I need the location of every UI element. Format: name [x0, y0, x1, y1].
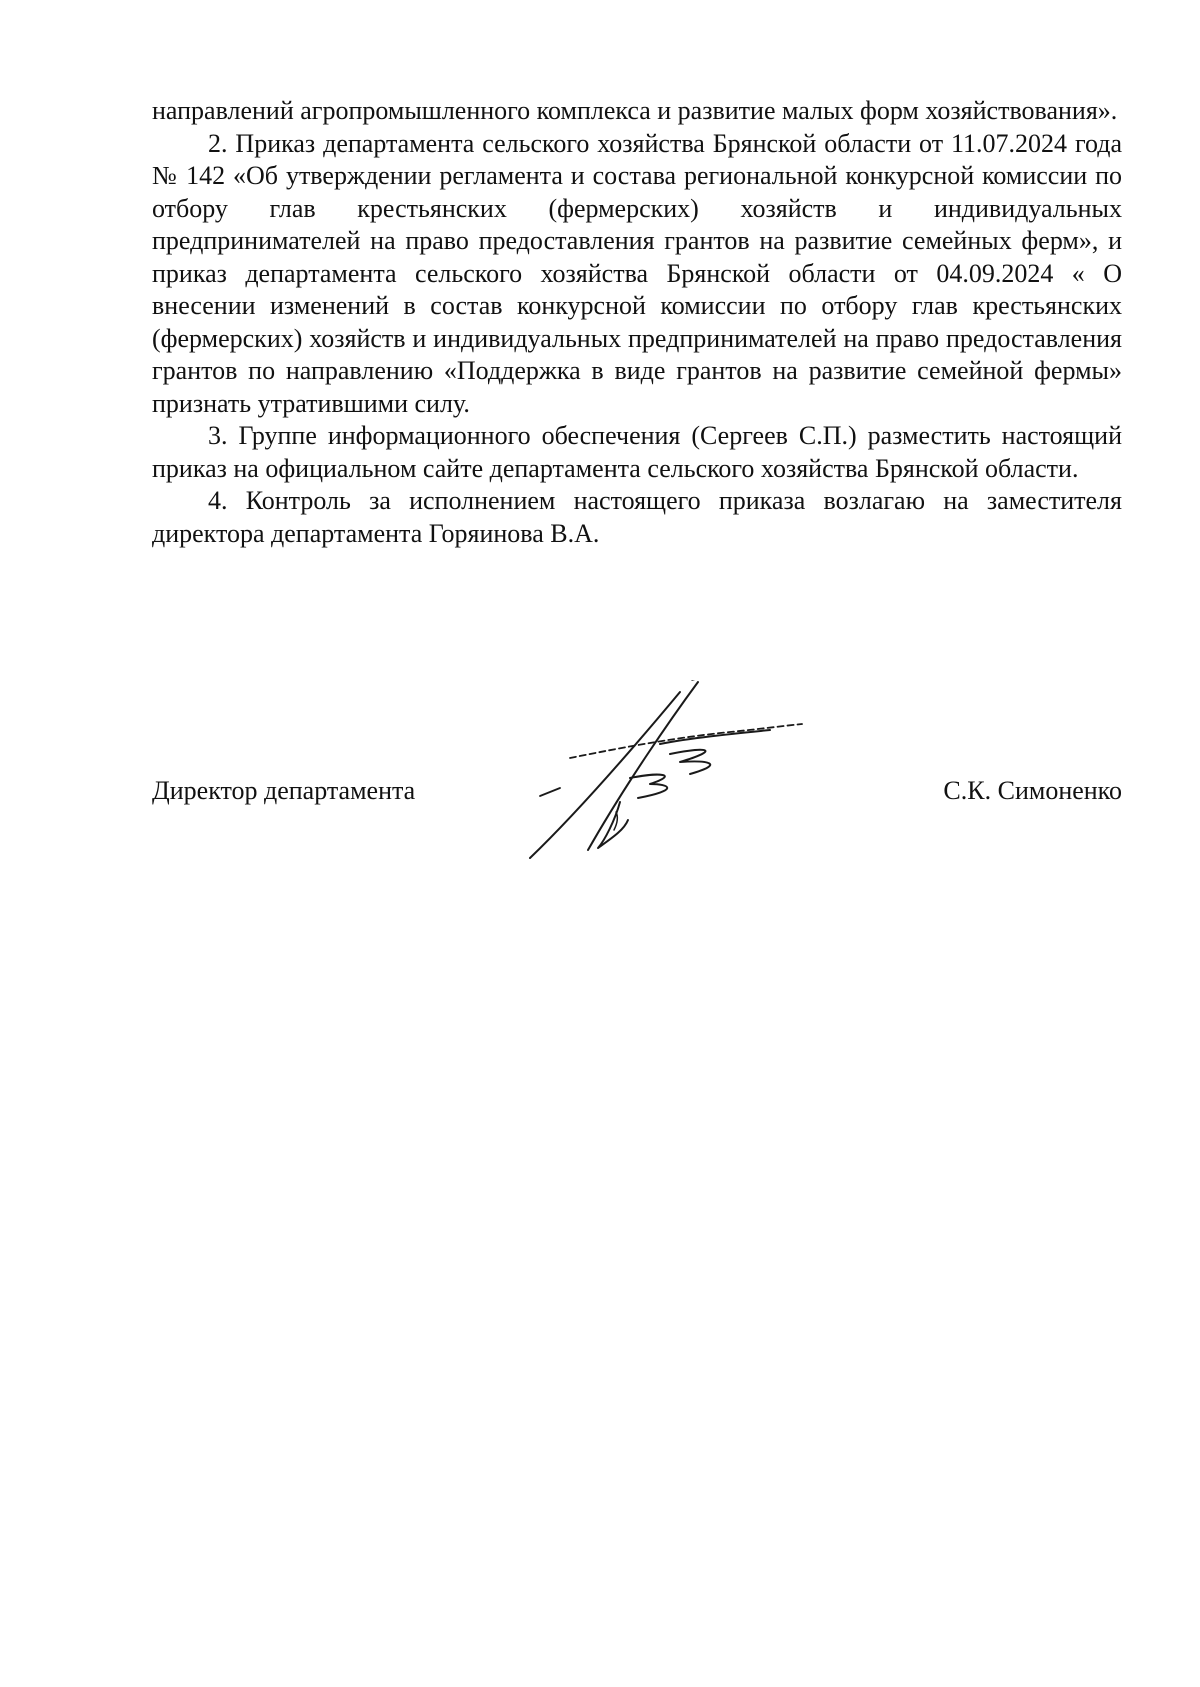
paragraph-item-2: 2. Приказ департамента сельского хозяйства Брянской области от 11.07.2024 года № 142 «Об утверждении регламента и состава региональной конкурсной комиссии по отбору глав крестьянских (фермерских) хозяйств и индивидуальных предпринимателей на право предоставления грантов на развитие семейных ферм», и приказ департамента сельского хозяйства Брянской области от 04.09.2024 « О внесении изменений в состав конкурсной комиссии по отбору глав крестьянских (фермерских) хозяйств и индивидуальных предпринимателей на право предоставления грантов по направлению «Поддержка в виде грантов на развитие семейной фермы» признать утратившими силу. — [152, 128, 1122, 418]
signatory-position: Директор департамента — [152, 776, 416, 805]
paragraph-continuation: направлений агропромышленного комплекса и развитие малых форм хозяйствования». — [152, 96, 1118, 125]
handwritten-signature-icon — [520, 680, 860, 870]
signatory-name: С.К. Симоненко — [943, 776, 1122, 805]
document-body — [152, 95, 1122, 550]
paragraph-item-3: 3. Группе информационного обеспечения (Сергеев С.П.) разместить настоящий приказ на официальном сайте департамента сельского хозяйства Брянской области. — [152, 421, 1122, 483]
paragraph-item-4: 4. Контроль за исполнением настоящего приказа возлагаю на заместителя директора департамента Горяинова В.А. — [152, 486, 1122, 548]
